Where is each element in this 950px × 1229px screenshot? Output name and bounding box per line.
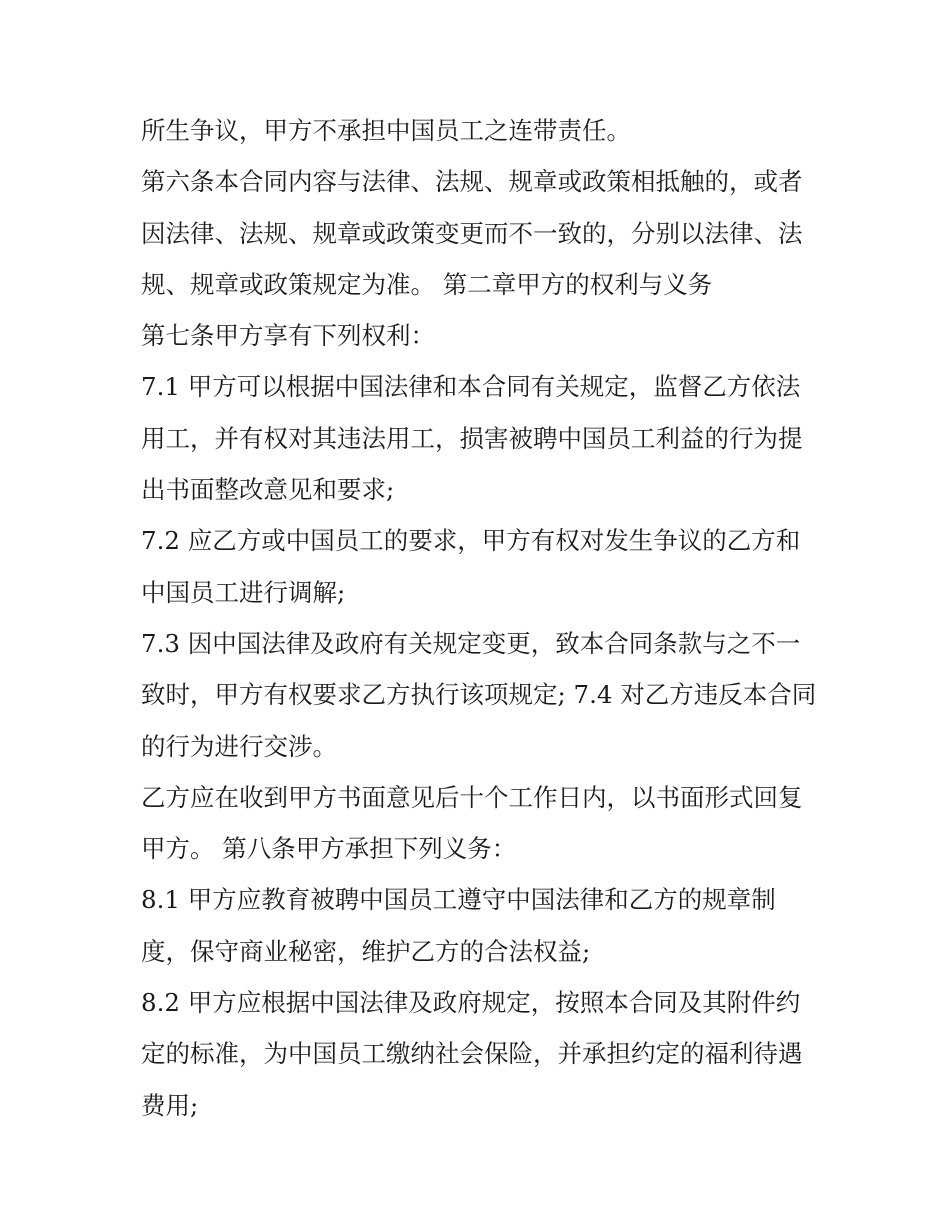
- text-line: 7.2 应乙方或中国员工的要求，甲方有权对发生争议的乙方和: [141, 526, 801, 556]
- text-line: 规、规章或政策规定为准。 第二章甲方的权利与义务: [141, 269, 713, 299]
- text-line: 7.1 甲方可以根据中国法律和本合同有关规定，监督乙方依法: [141, 372, 801, 402]
- text-line: 用工，并有权对其违法用工，损害被聘中国员工利益的行为提: [141, 423, 803, 453]
- text-line: 致时，甲方有权要求乙方执行该项规定; 7.4 对乙方违反本合同: [141, 680, 817, 710]
- text-line: 7.3 因中国法律及政府有关规定变更，致本合同条款与之不一: [141, 628, 801, 658]
- text-line: 8.2 甲方应根据中国法律及政府规定，按照本合同及其附件约: [141, 988, 801, 1018]
- text-line: 第六条本合同内容与法律、法规、规章或政策相抵触的，或者: [141, 167, 803, 197]
- text-line: 定的标准，为中国员工缴纳社会保险，并承担约定的福利待遇: [141, 1039, 803, 1069]
- text-line: 度，保守商业秘密，维护乙方的合法权益;: [141, 936, 591, 966]
- text-line: 8.1 甲方应教育被聘中国员工遵守中国法律和乙方的规章制: [141, 885, 776, 915]
- text-line: 所生争议，甲方不承担中国员工之连带责任。: [141, 116, 631, 145]
- text-line: 乙方应在收到甲方书面意见后十个工作日内，以书面形式回复: [141, 782, 803, 812]
- contract-text: [141, 105, 821, 1131]
- text-line: 出书面整改意见和要求;: [141, 475, 395, 505]
- text-line: 费用;: [141, 1090, 199, 1120]
- text-line: 中国员工进行调解;: [141, 577, 346, 607]
- text-line: 因法律、法规、规章或政策变更而不一致的，分别以法律、法: [141, 218, 803, 248]
- text-line: 的行为进行交涉。: [141, 731, 337, 761]
- text-line: 甲方。 第八条甲方承担下列义务：: [141, 834, 517, 864]
- text-line: 第七条甲方享有下列权利：: [141, 321, 435, 351]
